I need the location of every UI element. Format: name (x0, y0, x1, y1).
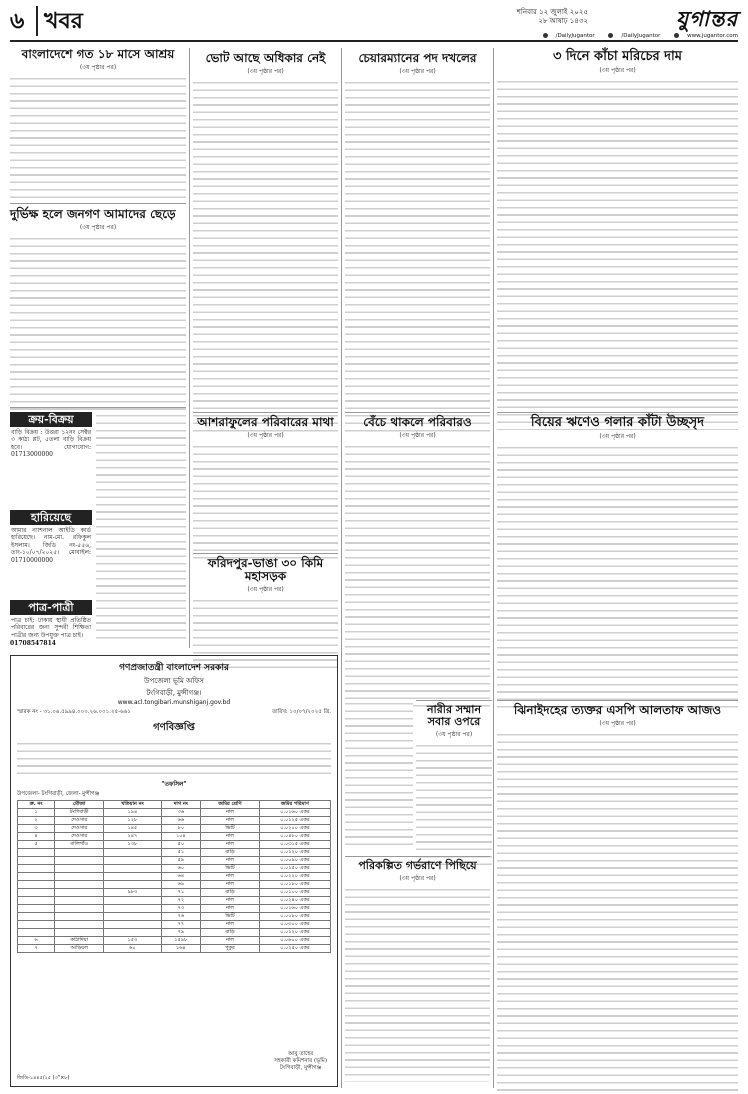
article-famine (10, 208, 186, 413)
table-cell: নাল (201, 873, 259, 881)
table-cell: নাল (201, 905, 259, 913)
table-cell: ০.০১৮০ একর (259, 881, 330, 889)
article-divider (193, 412, 338, 413)
column-divider (189, 48, 190, 648)
table-cell: বাড়ি (201, 889, 259, 897)
notice-title: গণবিজ্ঞপ্তি (153, 722, 195, 733)
table-cell: ১২৮ (104, 817, 161, 825)
column-divider (493, 48, 494, 1088)
table-cell (18, 897, 55, 905)
table-row (18, 897, 331, 905)
table-cell: নাল (201, 937, 259, 945)
article-asylum (10, 48, 186, 203)
table-cell: আড়িয়ল (55, 945, 104, 953)
table-cell: ৬৬ (161, 817, 201, 825)
article-divider (497, 700, 738, 701)
article-body (193, 443, 338, 561)
continued-label: (৩য় পৃষ্ঠার পর) (79, 224, 117, 232)
table-row (18, 857, 331, 865)
table-row (18, 905, 331, 913)
table-cell (55, 881, 104, 889)
table-cell (18, 913, 55, 921)
table-row (18, 873, 331, 881)
table-cell: ৬৯ (161, 881, 201, 889)
table-row (18, 865, 331, 873)
newspaper-logo: যুগান্তর (676, 6, 738, 31)
article-planned-pregnancy (345, 860, 490, 1082)
table-cell: নাল (201, 809, 259, 817)
table-cell: ১ (18, 809, 55, 817)
article-chairman (345, 52, 490, 433)
table-cell: ০.০১২০ একর (259, 929, 330, 937)
table-cell: বাড়ি (201, 929, 259, 937)
table-cell: ৭৩ (161, 905, 201, 913)
article-body (345, 79, 490, 433)
website-link[interactable]: www.jugantor.com (668, 33, 738, 39)
table-cell: ৯৮৩ (104, 889, 161, 897)
section-title: খবর (36, 6, 83, 36)
globe-icon (674, 33, 679, 38)
article-body (497, 444, 738, 712)
memo-number: স্মারক নং - ৩১.০৬.৫৯৯৪.০০০.২৬.০০১.২৫-৬৬১ (17, 709, 131, 715)
table-cell (18, 921, 55, 929)
table-cell: ৭২ (161, 897, 201, 905)
table-cell: ০.০১৫০ একর (259, 865, 330, 873)
table-cell: ০.০১২৫ একর (259, 817, 330, 825)
table-cell: ১৯৪ (104, 809, 161, 817)
facebook-link[interactable]: /DailyJugantor (537, 33, 595, 39)
continued-label: (৩য় পৃষ্ঠার পর) (399, 68, 436, 76)
facebook-icon (543, 33, 548, 38)
table-cell: ৬৪ (161, 873, 201, 881)
table-cell (104, 921, 161, 929)
table-cell (55, 857, 104, 865)
notice-header (11, 656, 337, 706)
classifieds-column (10, 412, 92, 651)
memo-date: তারিখ: ১০/০৭/২০২৫ খ্রি. (272, 709, 331, 715)
table-cell: ০.০১৬০ একর (259, 809, 330, 817)
table-cell (18, 929, 55, 937)
signature-block (274, 1051, 327, 1072)
notice-body (17, 740, 331, 776)
table-cell (104, 865, 161, 873)
government-notice (10, 655, 338, 1087)
date-block (517, 8, 588, 26)
twitter-link[interactable]: /DailyJugantor (602, 33, 660, 39)
table-cell: ৮০ (161, 825, 201, 833)
table-cell: ২ (18, 817, 55, 825)
table-cell: ৬ (18, 937, 55, 945)
schedule-location: উপজেলা- টংগিবাড়ী, জেলা- মুন্সীগঞ্জ (17, 791, 100, 797)
schedule-title: "তফসিল" (161, 781, 187, 788)
table-row (18, 817, 331, 825)
masthead (10, 6, 738, 42)
table-cell: নাল (201, 841, 259, 849)
table-cell: নাল (201, 897, 259, 905)
table-cell: ০.০২৫০ একর (259, 945, 330, 953)
table-cell: ৭৭ (161, 921, 201, 929)
table-cell (18, 889, 55, 897)
table-cell: ১৬৪ (161, 945, 201, 953)
continued-label: (৩য় পৃষ্ঠার পর) (399, 875, 436, 883)
table-cell (104, 897, 161, 905)
table-cell (104, 881, 161, 889)
lost-header: হারিয়েছে (10, 510, 92, 525)
table-cell: নাল (201, 881, 259, 889)
matrimonial-header: পাত্র-পাত্রী (10, 600, 92, 615)
article-divider (345, 412, 490, 413)
table-row (18, 945, 331, 953)
continued-label: (৩য় পৃষ্ঠার পর) (247, 432, 284, 440)
govt-title: গণপ্রজাতন্ত্রী বাংলাদেশ সরকার (119, 663, 229, 673)
table-cell: বালিগাঁও (55, 841, 104, 849)
continued-label: (৩য় পৃষ্ঠার পর) (399, 432, 436, 440)
schedule-table-wrap (11, 800, 337, 953)
table-row (18, 809, 331, 817)
table-body (18, 809, 331, 953)
headline: পরিকল্পিত গর্ভরাণে পিছিয়ে (358, 859, 477, 872)
article-body (345, 443, 490, 711)
article-body (96, 412, 186, 642)
lost-text: আমার ন্যাশনাল আইডি কার্ড হারিয়েছে। নাম-মো. রফিকুল ইসলাম। জিডি নং-৫৫৬, তাং-১০/০৭/২০২৫। মোবাইল: 01710000000 (11, 527, 91, 564)
article-alive (345, 416, 490, 711)
table-cell: ৬০ (104, 945, 161, 953)
table-cell: ৫০ (161, 841, 201, 849)
article-jhenaidah-sp (497, 704, 738, 1093)
table-cell: ১৩৮ (104, 841, 161, 849)
table-cell: নাল (201, 833, 259, 841)
signature-name: আবু তাহের (288, 1051, 314, 1057)
table-cell: বাড়ি (201, 849, 259, 857)
article-body (416, 742, 492, 870)
table-cell: পুকুর (201, 945, 259, 953)
buy-sell-header: ক্রয়-বিক্রয় (10, 412, 92, 427)
table-header-cell: জমির পরিমাণ (259, 801, 330, 809)
signature-place: টংগিবাড়ী, মুন্সীগঞ্জ (279, 1065, 322, 1071)
table-cell (104, 905, 161, 913)
headline: চেয়ারম্যানের পদ দখলের (358, 51, 477, 65)
table-cell: ভিটি (201, 865, 259, 873)
table-header-cell: দাগ নং (161, 801, 201, 809)
table-row (18, 881, 331, 889)
table-cell: ৫১ (161, 849, 201, 857)
table-cell: দেওসার (55, 833, 104, 841)
article-marriage-loan (497, 416, 738, 712)
table-cell (55, 921, 104, 929)
table-cell: ৭৯ (161, 929, 201, 937)
buy-sell-text: বাড়ি বিক্রয় : উত্তরা ১২নং সেক্টর ৩ কাঠা প্লট, ৫তলা বাড়ি বিক্রয় হবে। যোগাযোগ: 01713000000 (11, 429, 91, 459)
continued-label: (৩য় পৃষ্ঠার পর) (599, 433, 636, 441)
article-vote (193, 52, 338, 435)
famine-continued (96, 412, 186, 642)
headline: বেঁচে থাকলে পরিবারও (363, 415, 472, 429)
table-cell: ০.০১৬০ একর (259, 905, 330, 913)
headline: আশরাফুলের পরিবারের মাথা (197, 415, 334, 429)
article-body (193, 79, 338, 435)
headline: নারীর সম্মান সবার ওপরে (426, 703, 482, 729)
headline: দুর্ভিক্ষ হলে জনগণ আমাদের ছেড়ে (10, 207, 176, 221)
table-header-cell: খতিয়ান নং (104, 801, 161, 809)
table-row (18, 889, 331, 897)
table-cell: ০.০০৮০ একর (259, 913, 330, 921)
table-cell (104, 913, 161, 921)
article-divider (10, 203, 186, 204)
office-url[interactable]: www.acl.tongibari.munshiganj.gov.bd (117, 699, 231, 706)
table-cell: ০.০০৯০ একর (259, 857, 330, 865)
table-cell: ০.০১০০ একর (259, 889, 330, 897)
schedule-table (17, 800, 331, 953)
table-row (18, 849, 331, 857)
table-cell (18, 905, 55, 913)
table-header-cell: জমির শ্রেণি (201, 801, 259, 809)
table-cell (55, 849, 104, 857)
table-cell: ০.০২২০ একর (259, 873, 330, 881)
headline: ভোট আছে অধিকার নেই (205, 51, 326, 65)
table-cell: ০.০২৪০ একর (259, 897, 330, 905)
article-divider (497, 412, 738, 413)
notice-code: জিডি-১৪৪৫/২৫ (৩"×৮) (17, 1075, 70, 1081)
table-cell: ৫ (18, 841, 55, 849)
table-row (18, 825, 331, 833)
continued-label: (৩য় পৃষ্ঠার পর) (599, 67, 636, 75)
article-divider (345, 856, 490, 857)
table-cell: ভিটি (201, 825, 259, 833)
article-divider (416, 700, 492, 701)
article-body (345, 886, 490, 1082)
table-cell: ০.০২০০ একর (259, 825, 330, 833)
table-cell: ১৪৫ (104, 825, 161, 833)
headline: ঝিনাইদহের ত্যক্তর এসপি আলতাফ আজও (513, 703, 722, 717)
table-cell: ০.০৩১৫ একর (259, 841, 330, 849)
table-cell: ০.০১২০ একর (259, 849, 330, 857)
table-cell (55, 913, 104, 921)
table-cell: ৭১ (161, 889, 201, 897)
table-row (18, 929, 331, 937)
table-cell: ৭৬ (161, 913, 201, 921)
table-cell: ৪ (18, 833, 55, 841)
headline: বাংলাদেশে গত ১৮ মাসে আশ্রয় (21, 47, 175, 61)
table-cell: ০.০৩০০ একর (259, 921, 330, 929)
table-cell (55, 905, 104, 913)
table-cell (104, 849, 161, 857)
social-links (531, 32, 738, 40)
headline: ৩ দিনে কাঁচা মরিচের দাম (552, 49, 683, 64)
table-cell: ৬০ (161, 865, 201, 873)
twitter-icon (608, 33, 613, 38)
table-cell: ০.০৪৮০ একর (259, 833, 330, 841)
article-body (497, 78, 738, 430)
table-cell (18, 849, 55, 857)
article-divider (10, 407, 186, 408)
article-body (497, 731, 738, 1093)
table-row (18, 841, 331, 849)
continued-label: (৩য় পৃষ্ঠার পর) (435, 731, 473, 739)
date-line: শনিবার ১২ জুলাই ২০২৫ (516, 8, 588, 16)
table-header-cell: ক্র. নং (18, 801, 55, 809)
continued-label: (৩য় পৃষ্ঠার পর) (247, 586, 284, 594)
table-cell (18, 873, 55, 881)
headline: ফরিদপুর-ভাঙা ৩০ কিমি মহাসড়ক (207, 556, 324, 584)
table-cell: দেওসার (55, 817, 104, 825)
table-cell (104, 929, 161, 937)
table-cell: ২৪৭ (104, 833, 161, 841)
article-body (10, 235, 186, 413)
table-cell: ১৫৩ (104, 937, 161, 945)
date-line-bangla: ২৮ আষাঢ় ১৪৩২ (538, 17, 588, 25)
table-cell: নাল (201, 857, 259, 865)
continued-label: (৩য় পৃষ্ঠার পর) (247, 68, 284, 76)
table-cell (55, 873, 104, 881)
alive-continued (345, 700, 413, 846)
table-cell: কাঠাদিয়া (55, 937, 104, 945)
table-row (18, 913, 331, 921)
table-cell: দেওসার (55, 825, 104, 833)
table-cell (55, 929, 104, 937)
table-cell (55, 865, 104, 873)
matrimonial-text: পাত্র চাই: ঢাকায় স্থায়ী প্রতিষ্ঠিত পরিবারের জন্য সুন্দরী শিক্ষিতা পাত্রীর জন্য উপযুক্ত পাত্র চাই। (11, 617, 91, 639)
table-cell: টংগিবাড়ী (55, 809, 104, 817)
memo-line (11, 706, 337, 720)
table-row (18, 833, 331, 841)
table-header-cell: মৌজা (55, 801, 104, 809)
article-divider (193, 553, 338, 554)
table-cell: ৭ (18, 945, 55, 953)
table-cell: ভিটি (201, 913, 259, 921)
article-women-respect (416, 704, 492, 870)
matrimonial-phone: 01708547814 (10, 640, 56, 647)
table-cell: নাল (201, 921, 259, 929)
continued-label: (৩য় পৃষ্ঠার পর) (599, 720, 636, 728)
office-name: উপজেলা ভূমি অফিস (144, 677, 204, 685)
table-cell (18, 865, 55, 873)
table-cell (18, 881, 55, 889)
table-row (18, 937, 331, 945)
continued-label: (৩য় পৃষ্ঠার পর) (79, 64, 117, 72)
page-number: ৬ (10, 8, 25, 34)
table-row (18, 921, 331, 929)
table-cell: ৫৯ (161, 857, 201, 865)
table-cell: ৩৬ (161, 809, 201, 817)
table-cell (18, 857, 55, 865)
column-divider (341, 48, 342, 1088)
headline: বিয়ের ঋণেও গলার কাঁটা উচ্ছসৃদ (530, 415, 705, 430)
article-chili-price (497, 50, 738, 430)
table-cell: ১৫৯৮ (161, 937, 201, 945)
table-cell: ০.০৬০০ একর (259, 937, 330, 945)
article-body (345, 700, 413, 846)
table-cell: ১০৪ (161, 833, 201, 841)
table-cell (55, 897, 104, 905)
article-body (10, 75, 186, 203)
signature-role: সহকারী কমিশনার (ভূমি) (274, 1058, 327, 1064)
table-cell: নাল (201, 817, 259, 825)
table-cell (55, 889, 104, 897)
office-location: টংগিবাড়ী, মুন্সীগঞ্জ। (146, 689, 202, 697)
table-cell (104, 857, 161, 865)
table-cell: ৩ (18, 825, 55, 833)
table-cell (104, 873, 161, 881)
table-header-row (18, 801, 331, 809)
article-ashraful (193, 416, 338, 561)
